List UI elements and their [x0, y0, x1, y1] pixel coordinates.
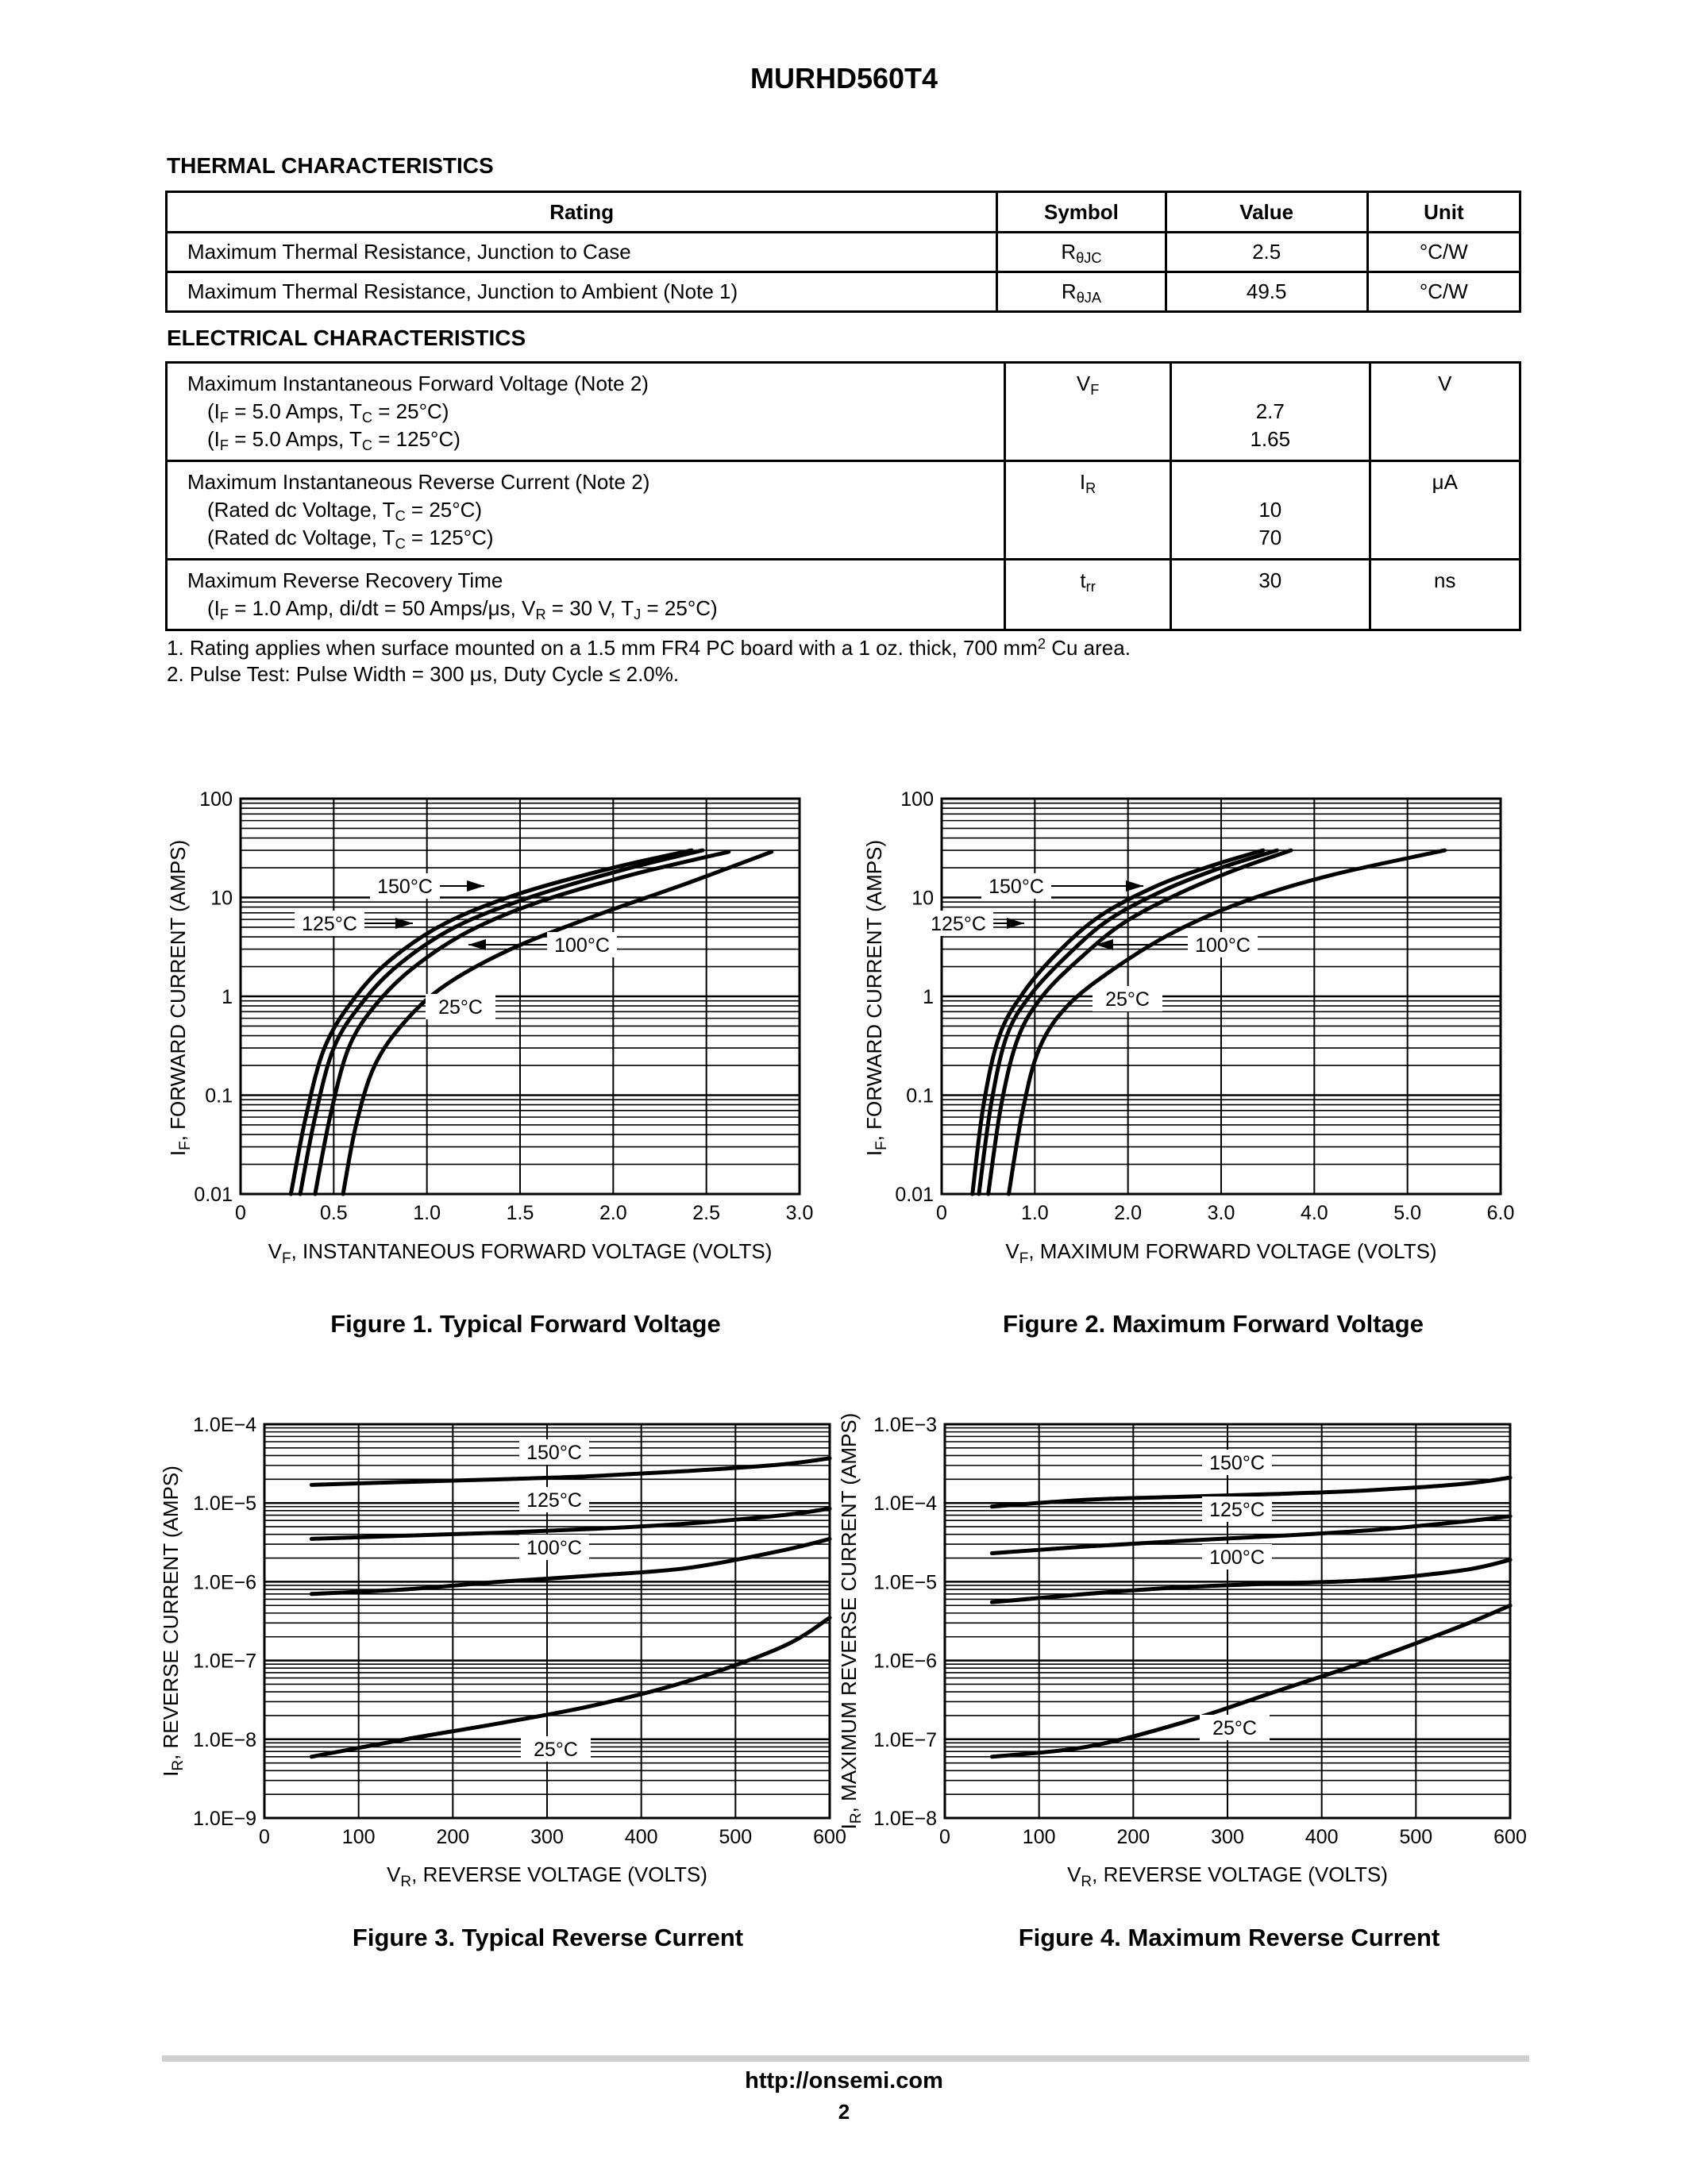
x-tick-label: 0	[936, 1202, 947, 1224]
vf-condition-2: ($I_F = 5.0$ Amps, $T_C = 125^\circ C$)	[207, 427, 461, 454]
annotation-label: 100°C	[1209, 1547, 1265, 1569]
unit-cell: V	[1370, 363, 1520, 461]
annotation-label: 25°C	[1212, 1717, 1257, 1739]
symbol-cell: $V_F$	[1005, 363, 1171, 461]
x-axis-label: $V_R$, REVERSE VOLTAGE (VOLTS)	[387, 1862, 707, 1890]
rating-cell: Maximum Thermal Resistance, Junction to Case	[167, 233, 997, 272]
y-tick-label: 1.0E−7	[873, 1728, 937, 1751]
y-tick-label: 1	[222, 986, 233, 1008]
annotation-label: 25°C	[534, 1739, 578, 1761]
y-tick-label: 1.0E−8	[193, 1728, 256, 1751]
x-tick-label: 2.0	[1114, 1202, 1143, 1224]
footer-divider	[162, 2055, 1529, 2062]
x-tick-label: 0	[235, 1202, 246, 1224]
y-tick-label: 1.0E−6	[873, 1650, 937, 1673]
x-tick-label: 100	[341, 1826, 376, 1848]
x-tick-label: 200	[1116, 1826, 1150, 1848]
x-tick-label: 400	[1305, 1826, 1339, 1848]
value-cell: 10 70	[1171, 461, 1370, 560]
symbol-cell: $t_{rr}$	[1005, 560, 1171, 630]
note-2: 2. Pulse Test: Pulse Width = 300 μs, Duty Cycle ≤ 2.0%.	[167, 662, 680, 686]
page-number: 2	[838, 2100, 850, 2124]
value-cell: 2.5	[1166, 233, 1367, 272]
x-tick-label: 4.0	[1300, 1202, 1328, 1224]
x-tick-label: 1.0	[1020, 1202, 1049, 1224]
symbol-cell: $R_{\theta JA}$	[997, 272, 1166, 312]
annotation-label: 100°C	[1195, 934, 1251, 957]
x-tick-label: 6.0	[1486, 1202, 1515, 1224]
x-tick-label: 0	[939, 1826, 950, 1848]
annotation-label: 125°C	[526, 1489, 582, 1512]
x-tick-label: 200	[436, 1826, 470, 1848]
value-cell: 2.7 1.65	[1171, 363, 1370, 461]
y-tick-label: 0.01	[194, 1184, 233, 1206]
y-tick-label: 100	[199, 788, 233, 811]
ir-condition-1: (Rated dc Voltage, $T_C = 25^\circ C$)	[207, 498, 483, 525]
y-tick-label: 1.0E−8	[873, 1808, 937, 1830]
y-tick-label: 0.1	[205, 1084, 233, 1107]
annotation-label: 150°C	[989, 876, 1044, 898]
annotation-label: 100°C	[526, 1537, 582, 1559]
x-tick-label: 300	[530, 1826, 564, 1848]
annotation-label: 150°C	[377, 876, 433, 898]
annotation-label: 150°C	[1209, 1452, 1265, 1474]
annotation-label: 150°C	[526, 1442, 582, 1464]
y-tick-label: 0.01	[895, 1184, 934, 1206]
figure-4-caption: Figure 4. Maximum Reverse Current	[1018, 1924, 1440, 1951]
y-tick-label: 1.0E−6	[193, 1571, 256, 1594]
annotation-label: 25°C	[1105, 988, 1150, 1011]
x-tick-label: 600	[813, 1826, 846, 1848]
y-tick-label: 0.1	[906, 1084, 934, 1107]
x-tick-label: 0	[259, 1826, 270, 1848]
grid	[945, 1424, 1510, 1818]
value-cell: 30	[1171, 560, 1370, 630]
annotation-label: 100°C	[554, 934, 610, 957]
x-tick-label: 1.5	[506, 1202, 534, 1224]
col-value: Value	[1166, 192, 1367, 233]
annotation-label: 125°C	[302, 913, 357, 935]
y-axis-label: $I_F$, FORWARD CURRENT (AMPS)	[166, 839, 194, 1157]
ir-title: Maximum Instantaneous Reverse Current (Note 2)	[187, 470, 650, 494]
y-tick-label: 1.0E−5	[193, 1493, 256, 1516]
vf-condition-1: ($I_F = 5.0$ Amps, $T_C = 25^\circ C$)	[207, 399, 449, 426]
y-tick-label: 1.0E−5	[873, 1571, 937, 1594]
value-cell: 49.5	[1166, 272, 1367, 312]
x-tick-label: 5.0	[1393, 1202, 1422, 1224]
x-tick-label: 1.0	[413, 1202, 441, 1224]
x-axis-label: $V_R$, REVERSE VOLTAGE (VOLTS)	[1067, 1862, 1388, 1890]
x-tick-label: 2.5	[692, 1202, 721, 1224]
annotation-label: 125°C	[1209, 1499, 1265, 1521]
y-tick-label: 10	[911, 887, 934, 910]
y-axis-label: $I_F$, FORWARD CURRENT (AMPS)	[862, 839, 890, 1157]
unit-cell: °C/W	[1367, 233, 1520, 272]
trr-condition: ($I_F = 1.0$ Amp, di/dt = 50 Amps/μs, $V_R = 30$ V, $T_J = 25^\circ C$)	[207, 596, 718, 623]
x-axis-label: $V_F$, INSTANTANEOUS FORWARD VOLTAGE (VOLTS)	[268, 1239, 773, 1267]
unit-cell: °C/W	[1367, 272, 1520, 312]
symbol-cell: $R_{\theta JC}$	[997, 233, 1166, 272]
footer-url-link[interactable]: http://onsemi.com	[745, 2068, 943, 2093]
x-tick-label: 500	[719, 1826, 753, 1848]
figure-1-caption: Figure 1. Typical Forward Voltage	[330, 1310, 721, 1338]
rating-cell: Maximum Thermal Resistance, Junction to Ambient (Note 1)	[167, 272, 997, 312]
y-tick-label: 10	[210, 887, 233, 910]
col-rating: Rating	[167, 192, 997, 233]
y-tick-label: 1.0E−4	[193, 1414, 256, 1436]
vf-title: Maximum Instantaneous Forward Voltage (Note 2)	[187, 372, 649, 395]
thermal-heading: THERMAL CHARACTERISTICS	[167, 153, 494, 178]
x-tick-label: 600	[1493, 1826, 1527, 1848]
figure-3-caption: Figure 3. Typical Reverse Current	[352, 1924, 744, 1951]
electrical-heading: ELECTRICAL CHARACTERISTICS	[167, 325, 526, 350]
x-tick-label: 300	[1211, 1826, 1244, 1848]
y-tick-label: 1.0E−7	[193, 1650, 256, 1673]
x-tick-label: 2.0	[599, 1202, 627, 1224]
y-tick-label: 1.0E−9	[193, 1808, 256, 1830]
figure-2-caption: Figure 2. Maximum Forward Voltage	[1003, 1310, 1424, 1338]
y-tick-label: 1.0E−3	[873, 1414, 937, 1436]
annotation-label: 125°C	[931, 913, 986, 935]
ir-condition-2: (Rated dc Voltage, $T_C = 125^\circ C$)	[207, 526, 494, 553]
y-tick-label: 1	[923, 986, 934, 1008]
unit-cell: ns	[1370, 560, 1520, 630]
note-1: 1. Rating applies when surface mounted on a 1.5 mm FR4 PC board with a 1 oz. thick, 700 $mm^2$ Cu area.	[167, 635, 1131, 660]
col-symbol: Symbol	[997, 192, 1166, 233]
x-tick-label: 100	[1022, 1826, 1056, 1848]
unit-cell: μA	[1370, 461, 1520, 560]
y-tick-label: 100	[900, 788, 934, 811]
x-tick-label: 3.0	[785, 1202, 814, 1224]
y-axis-label: $I_R$, MAXIMUM REVERSE CURRENT (AMPS)	[837, 1412, 865, 1830]
x-axis-label: $V_F$, MAXIMUM FORWARD VOLTAGE (VOLTS)	[1005, 1239, 1437, 1267]
symbol-cell: $I_R$	[1005, 461, 1171, 560]
x-tick-label: 3.0	[1207, 1202, 1235, 1224]
y-tick-label: 1.0E−4	[873, 1493, 937, 1516]
y-axis-label: $I_R$, REVERSE CURRENT (AMPS)	[159, 1466, 187, 1777]
document-title: MURHD560T4	[750, 62, 938, 94]
col-unit: Unit	[1367, 192, 1520, 233]
annotation-label: 25°C	[438, 996, 483, 1019]
trr-title: Maximum Reverse Recovery Time	[187, 568, 503, 592]
x-tick-label: 500	[1399, 1826, 1433, 1848]
x-tick-label: 400	[624, 1826, 658, 1848]
x-tick-label: 0.5	[319, 1202, 348, 1224]
